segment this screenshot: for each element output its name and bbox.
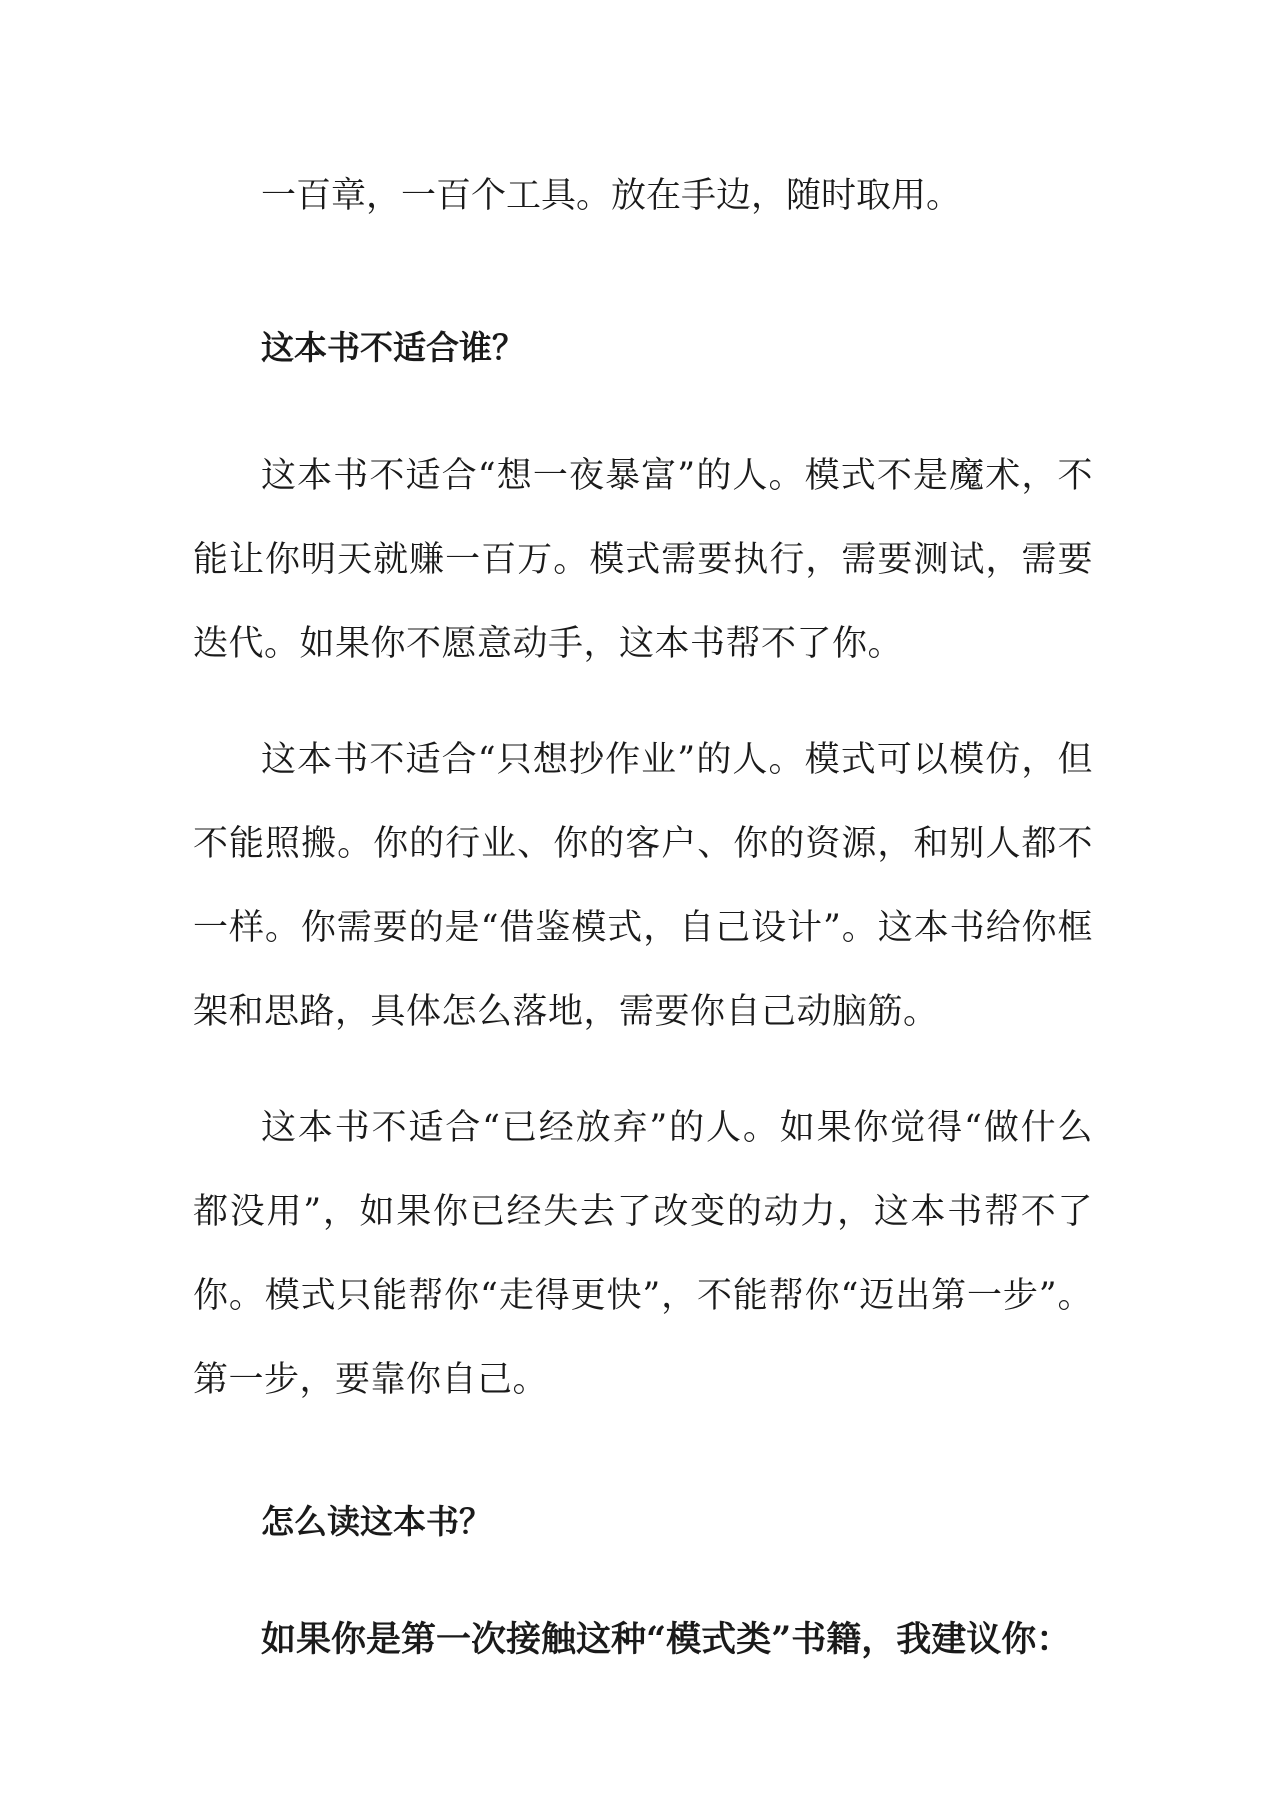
spacer	[193, 1422, 1093, 1492]
paragraph-given-up: 这本书不适合“已经放弃”的人。如果你觉得“做什么都没用”，如果你已经失去了改变的动力，这本书帮不了你。模式只能帮你“走得更快”，不能帮你“迈出第一步”。第一步，要靠你自己。	[193, 1108, 1093, 1400]
intro-line: 一百章，一百个工具。放在手边，随时取用。	[261, 176, 962, 216]
how-to-read-lead: 如果你是第一次接触这种“模式类”书籍，我建议你：	[261, 1619, 1072, 1660]
spacer	[193, 378, 1093, 438]
spacer	[193, 1054, 1093, 1086]
spacer	[193, 1552, 1093, 1610]
paragraph-copy-homework: 这本书不适合“只想抄作业”的人。模式可以模仿，但不能照搬。你的行业、你的客户、你的资源，和别人都不一样。你需要的是“借鉴模式，自己设计”。这本书给你框架和思路，具体怎么落地，需要你自己动脑筋。	[193, 740, 1093, 1032]
section-heading-how-to-read: 怎么读这本书？	[261, 1502, 492, 1541]
spacer	[193, 686, 1093, 718]
section-heading-not-for-whom: 这本书不适合谁？	[261, 328, 525, 367]
spacer	[193, 226, 1093, 318]
document-body	[193, 166, 1093, 1670]
paragraph-get-rich-quick: 这本书不适合“想一夜暴富”的人。模式不是魔术，不能让你明天就赚一百万。模式需要执行，需要测试，需要迭代。如果你不愿意动手，这本书帮不了你。	[193, 456, 1093, 664]
